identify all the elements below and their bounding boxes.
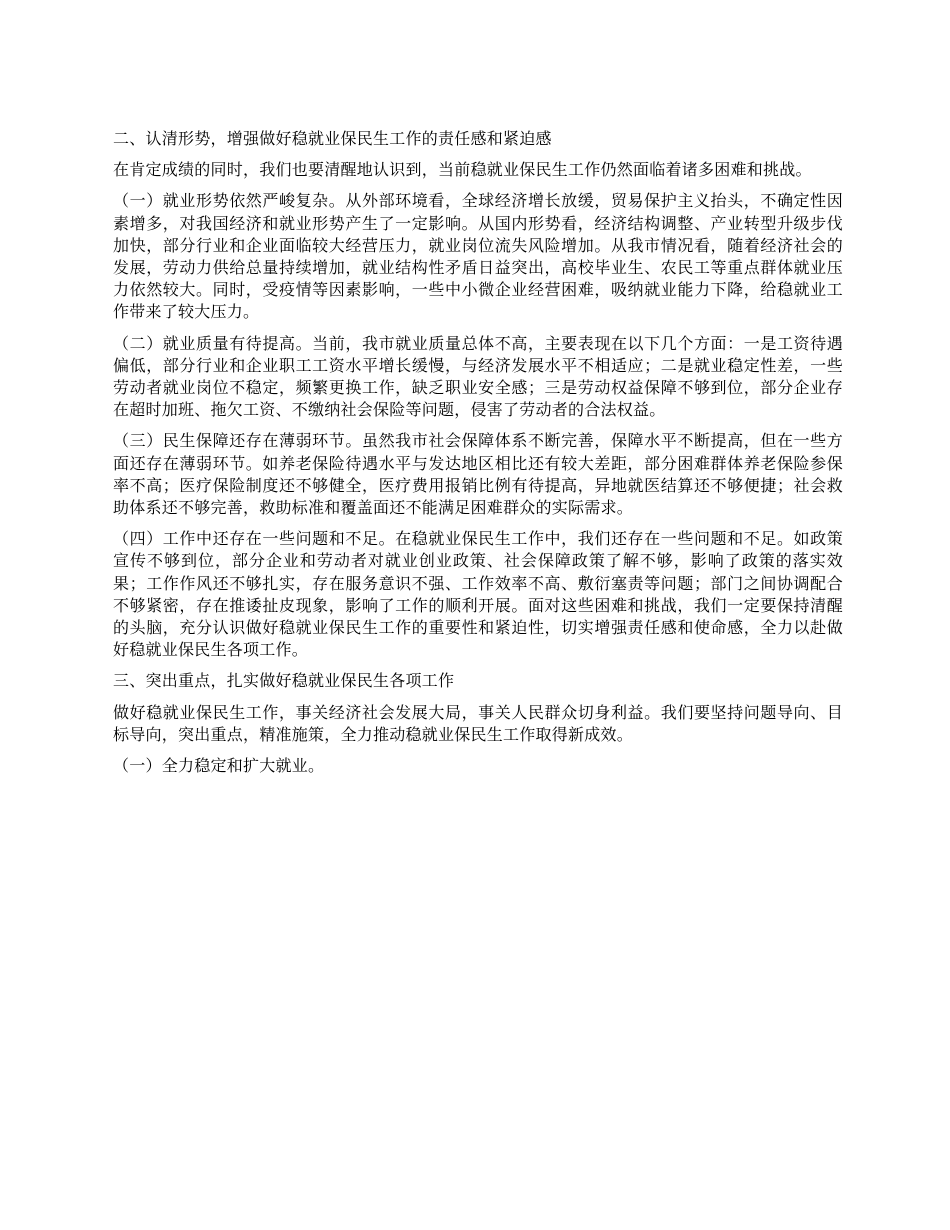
document-body — [113, 128, 843, 786]
section-2-paragraph-4: （四）工作中还存在一些问题和不足。在稳就业保民生工作中，我们还存在一些问题和不足。如政策宣传不够到位，部分企业和劳动者对就业创业政策、社会保障政策了解不够，影响了政策的落实效果；工作作风还不够扎实，存在服务意识不强、工作效率不高、敷衍塞责等问题；部门之间协调配合不够紧密，存在推诿扯皮现象，影响了工作的顺利开展。面对这些困难和挑战，我们一定要保持清醒的头脑，充分认识做好稳就业保民生工作的重要性和紧迫性，切实增强责任感和使命感，全力以赴做好稳就业保民生各项工作。 — [113, 529, 843, 660]
section-2-intro-paragraph: 在肯定成绩的同时，我们也要清醒地认识到，当前稳就业保民生工作仍然面临着诸多困难和挑战。 — [113, 160, 812, 180]
section-3-paragraph-1: （一）全力稳定和扩大就业。 — [113, 756, 325, 776]
section-2-paragraph-2: （二）就业质量有待提高。当前，我市就业质量总体不高，主要表现在以下几个方面：一是工资待遇偏低，部分行业和企业职工工资水平增长缓慢，与经济发展水平不相适应；二是就业稳定性差，一些劳动者就业岗位不稳定，频繁更换工作，缺乏职业安全感；三是劳动权益保障不够到位，部分企业存在超时加班、拖欠工资、不缴纳社会保险等问题，侵害了劳动者的合法权益。 — [113, 333, 843, 420]
section-2-paragraph-3: （三）民生保障还存在薄弱环节。虽然我市社会保障体系不断完善，保障水平不断提高，但在一些方面还存在薄弱环节。如养老保险待遇水平与发达地区相比还有较大差距，部分困难群体养老保险参保率不高；医疗保险制度还不够健全，医疗费用报销比例有待提高，异地就医结算还不够便捷；社会救助体系还不够完善，救助标准和覆盖面还不能满足困难群众的实际需求。 — [113, 431, 843, 518]
section-2-heading: 二、认清形势，增强做好稳就业保民生工作的责任感和紧迫感 — [113, 129, 552, 148]
section-2-paragraph-1: （一）就业形势依然严峻复杂。从外部环境看，全球经济增长放缓，贸易保护主义抬头，不确定性因素增多，对我国经济和就业形势产生了一定影响。从国内形势看，经济结构调整、产业转型升级步伐加快，部分行业和企业面临较大经营压力，就业岗位流失风险增加。从我市情况看，随着经济社会的发展，劳动力供给总量持续增加，就业结构性矛盾日益突出，高校毕业生、农民工等重点群体就业压力依然较大。同时，受疫情等因素影响，一些中小微企业经营困难，吸纳就业能力下降，给稳就业工作带来了较大压力。 — [113, 191, 843, 322]
section-3-intro-paragraph: 做好稳就业保民生工作，事关经济社会发展大局，事关人民群众切身利益。我们要坚持问题导向、目标导向，突出重点，精准施策，全力推动稳就业保民生工作取得新成效。 — [113, 702, 843, 744]
section-3-heading: 三、突出重点，扎实做好稳就业保民生各项工作 — [113, 671, 455, 691]
